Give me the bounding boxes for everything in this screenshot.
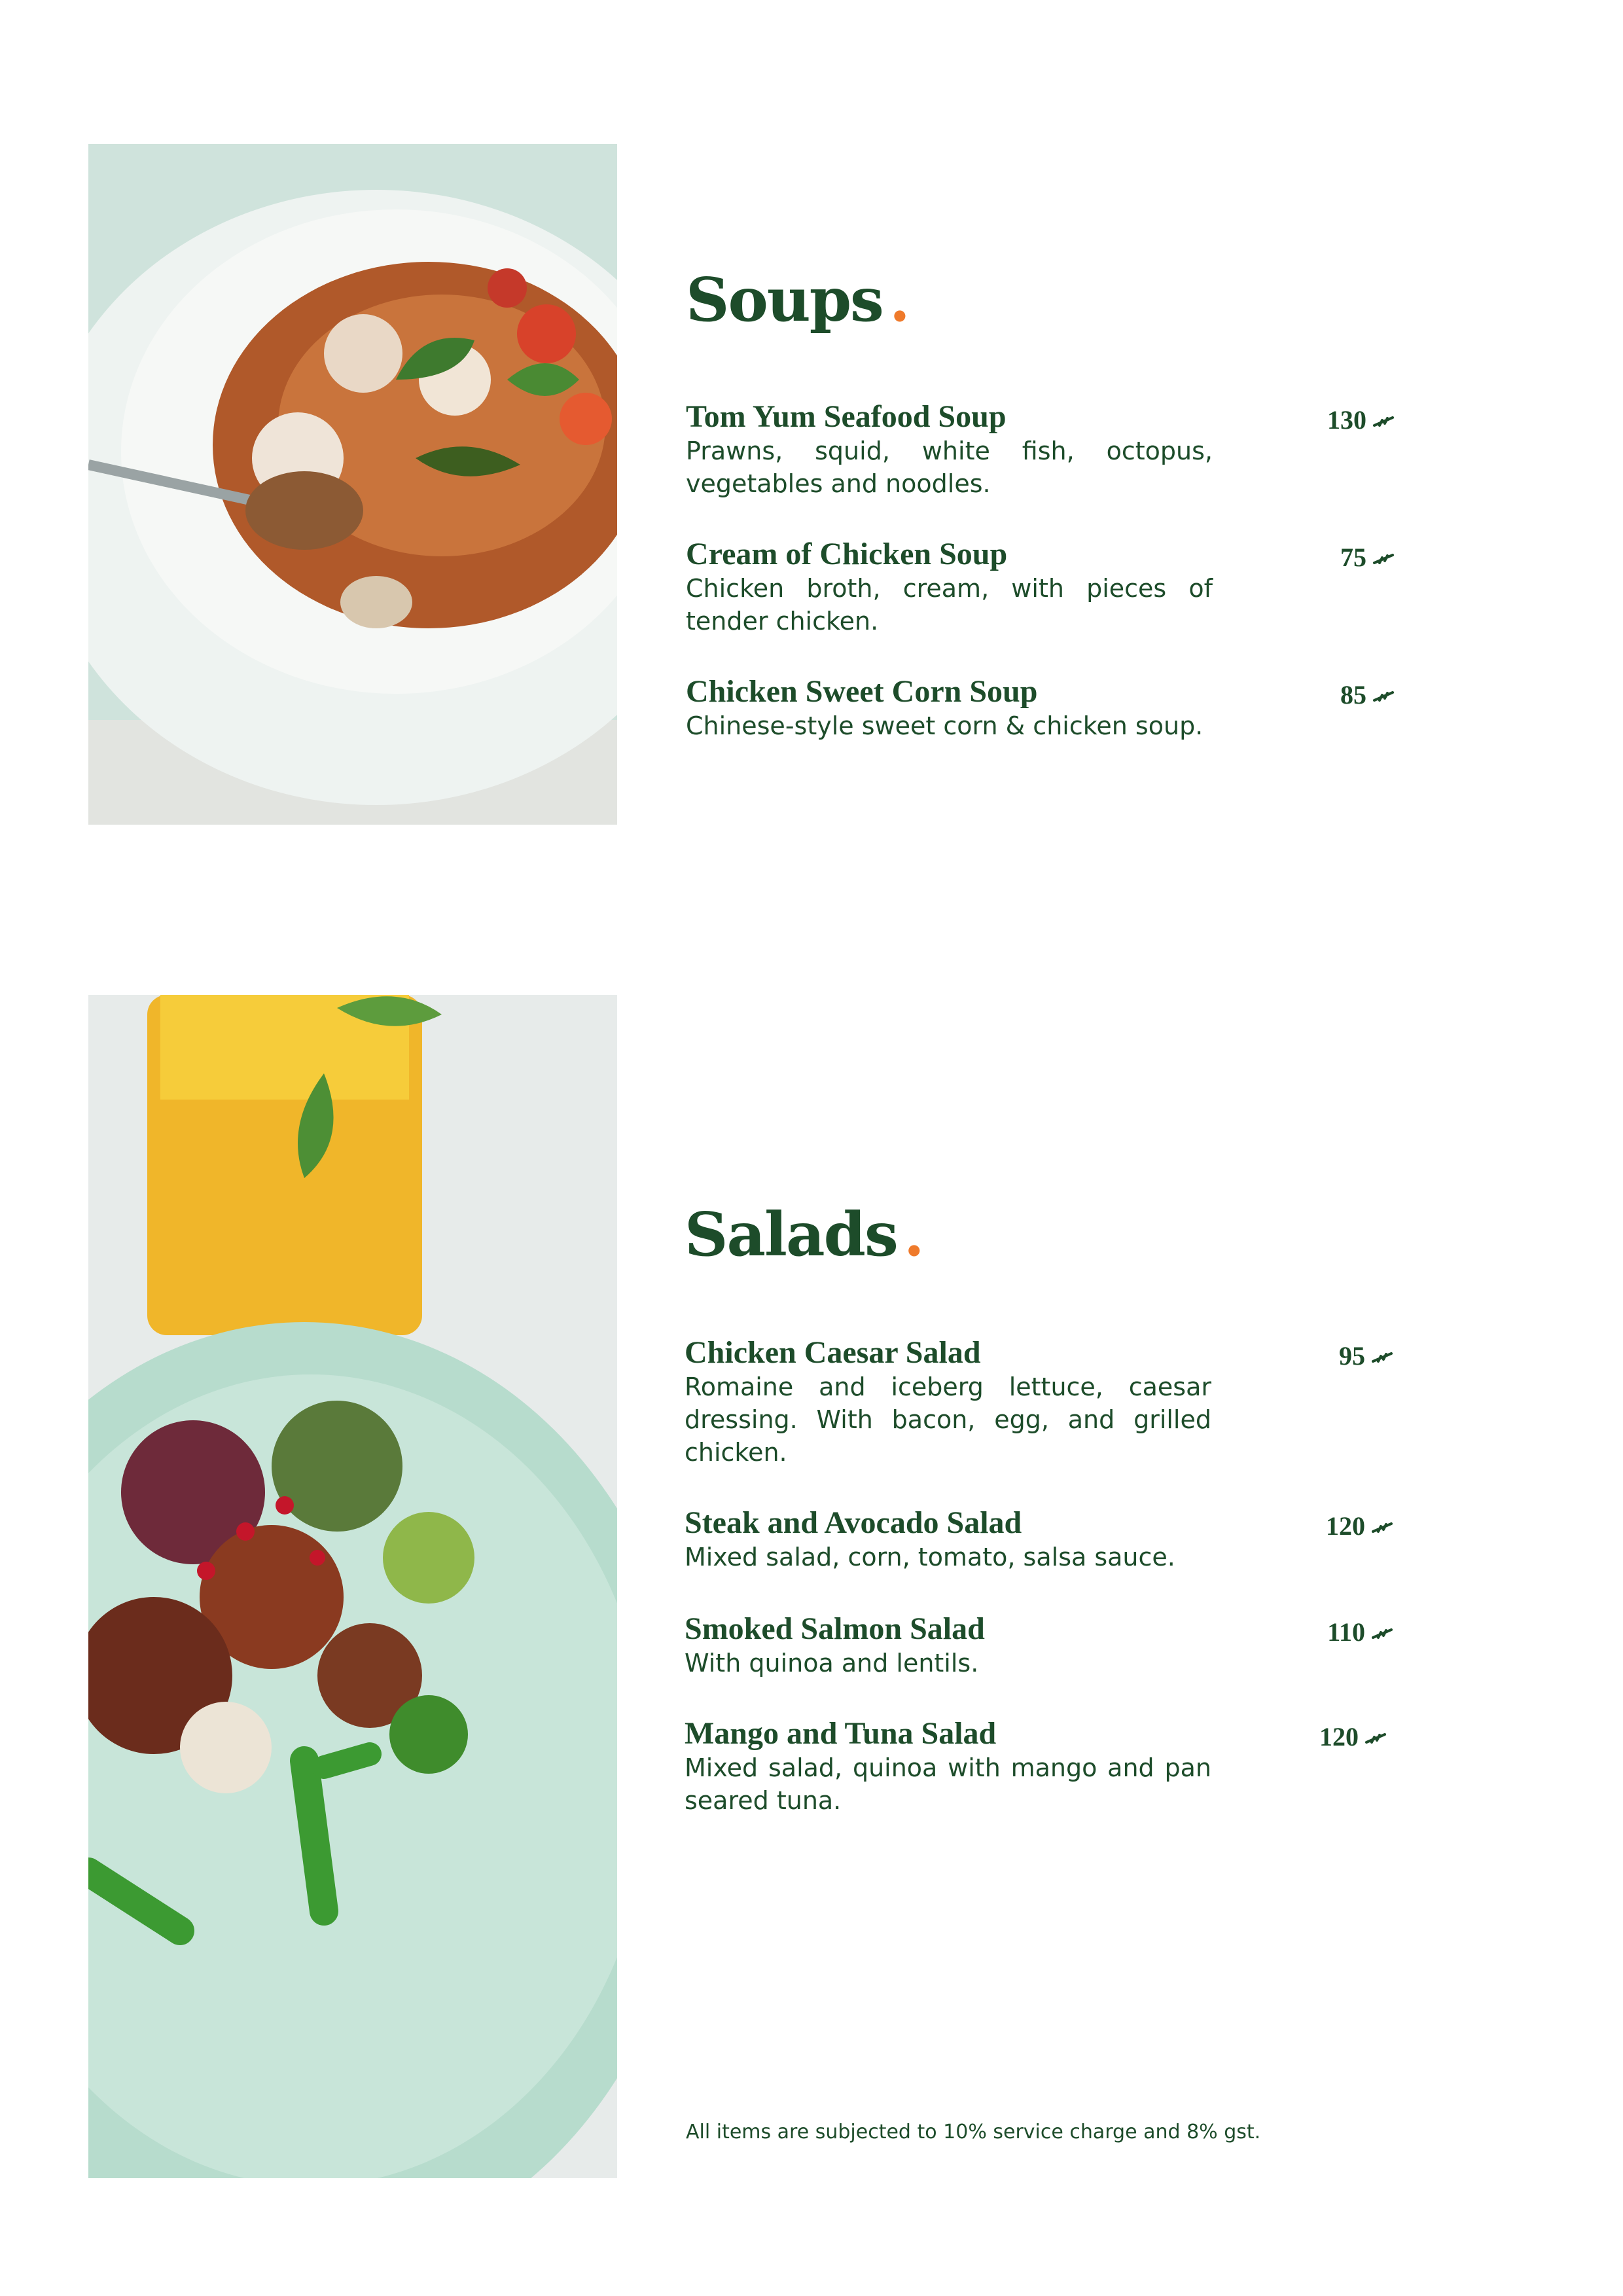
item-name: Cream of Chicken Soup xyxy=(686,537,1008,571)
item-name: Chicken Sweet Corn Soup xyxy=(686,674,1038,709)
menu-item xyxy=(685,1716,1418,1817)
price-amount: 75 xyxy=(1340,543,1366,572)
item-price xyxy=(1319,1511,1393,1541)
soups-heading: Soups . xyxy=(686,264,909,335)
item-description: Prawns, squid, white fish, octopus, vegetables and noodles. xyxy=(686,437,1213,498)
salad-photo xyxy=(88,995,617,2178)
menu-item xyxy=(685,1505,1418,1573)
item-name: Smoked Salmon Salad xyxy=(685,1611,985,1646)
price-amount: 130 xyxy=(1327,405,1366,435)
item-description: Chinese-style sweet corn & chicken soup. xyxy=(686,711,1204,740)
currency-icon xyxy=(1372,1352,1393,1363)
price-amount: 110 xyxy=(1327,1617,1365,1647)
item-name: Tom Yum Seafood Soup xyxy=(686,399,1007,434)
currency-icon xyxy=(1373,416,1394,427)
soup-photo xyxy=(88,144,617,825)
menu-item xyxy=(685,1611,1418,1679)
price-amount: 120 xyxy=(1319,1722,1359,1751)
item-price xyxy=(1319,1617,1393,1647)
currency-icon xyxy=(1372,1628,1393,1640)
item-name: Mango and Tuna Salad xyxy=(685,1716,997,1751)
item-price xyxy=(1321,404,1394,435)
item-description: Mixed salad, corn, tomato, salsa sauce. xyxy=(685,1543,1175,1571)
currency-icon xyxy=(1372,1522,1393,1534)
currency-icon xyxy=(1373,691,1394,702)
item-description: Mixed salad, quinoa with mango and pan seared tuna. xyxy=(685,1753,1211,1815)
item-description: Romaine and iceberg lettuce, caesar dressing. With bacon, egg, and grilled chicken. xyxy=(685,1372,1211,1467)
item-price xyxy=(1319,1340,1393,1371)
salads-heading: Salads . xyxy=(685,1199,923,1270)
item-name: Chicken Caesar Salad xyxy=(685,1335,981,1370)
service-charge-note: All items are subjected to 10% service charge and 8% gst. xyxy=(686,2121,1261,2144)
item-description: Chicken broth, cream, with pieces of tender chicken. xyxy=(686,574,1213,636)
item-description: With quinoa and lentils. xyxy=(685,1649,979,1677)
currency-icon xyxy=(1365,1732,1386,1744)
menu-item xyxy=(686,399,1419,500)
price-amount: 85 xyxy=(1340,680,1366,709)
item-price xyxy=(1321,542,1394,573)
item-price xyxy=(1313,1721,1386,1752)
item-price xyxy=(1321,679,1394,710)
heading-dot: . xyxy=(889,264,909,335)
currency-icon xyxy=(1373,553,1394,565)
menu-item xyxy=(686,674,1419,742)
menu-item xyxy=(686,537,1419,637)
price-amount: 120 xyxy=(1326,1511,1365,1541)
menu-item xyxy=(685,1335,1418,1469)
item-name: Steak and Avocado Salad xyxy=(685,1505,1022,1540)
heading-dot: . xyxy=(903,1199,923,1270)
price-amount: 95 xyxy=(1339,1341,1365,1371)
